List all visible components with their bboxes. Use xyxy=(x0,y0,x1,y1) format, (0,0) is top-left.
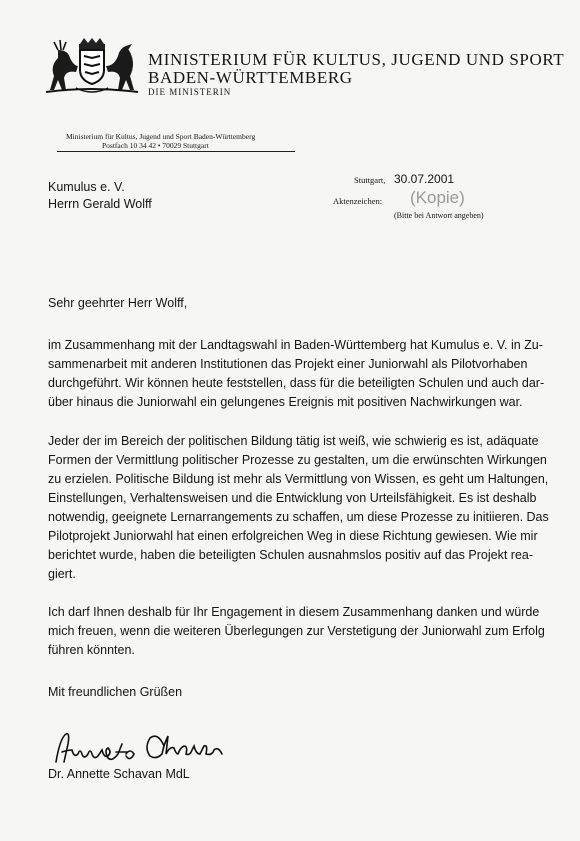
reference-label: Aktenzeichen: xyxy=(333,196,383,206)
paragraph-line: Ich darf Ihnen deshalb für Ihr Engagement in diesem Zusammenhang danken und würde xyxy=(48,605,540,619)
paragraph-line: berichtet wurde, haben die beteiligten Schulen ausnahmslos positiv auf das Projekt rea- xyxy=(48,548,534,562)
paragraph-line: führen könnten. xyxy=(48,643,135,657)
paragraph-line: giert. xyxy=(48,567,76,581)
place-label: Stuttgart, xyxy=(354,175,386,185)
body-paragraph-3 xyxy=(48,603,548,660)
sender-address-line-1: Ministerium für Kultus, Jugend und Sport Baden-Württemberg xyxy=(66,132,256,141)
paragraph-line: Pilotprojekt Juniorwahl hat einen erfolgreichen Weg in diese Richtung gewiesen. Wie mir xyxy=(48,529,538,543)
reference-hint: (Bitte bei Antwort angeben) xyxy=(394,211,484,220)
letter-date: 30.07.2001 xyxy=(394,172,455,186)
paragraph-line: im Zusammenhang mit der Landtagswahl in Baden-Württemberg hat Kumulus e. V. in Zu- xyxy=(48,338,543,352)
paragraph-line: mich freuen, wenn die weiteren Überlegungen zur Verstetigung der Juniorwahl zum Erfolg xyxy=(48,624,545,638)
ministry-name: MINISTERIUM FÜR KULTUS, JUGEND UND SPORT xyxy=(148,50,565,69)
sender-address-line-2: Postfach 10 34 42 • 70029 Stuttgart xyxy=(102,141,209,150)
paragraph-line: sammenarbeit mit anderen Institutionen das Projekt einer Juniorwahl als Pilotvorhaben xyxy=(48,357,528,371)
coat-of-arms-icon xyxy=(40,36,140,98)
recipient-name: Herrn Gerald Wolff xyxy=(48,197,152,211)
paragraph-line: notwendig, geeignete Lernarrangements zu schaffen, um diese Prozesse zu initiieren. Das xyxy=(48,510,549,524)
state-name: BADEN-WÜRTTEMBERG xyxy=(148,68,353,87)
salutation: Sehr geehrter Herr Wolff, xyxy=(48,296,188,310)
reference-stamp: (Kopie) xyxy=(410,188,465,207)
paragraph-line: Jeder der im Bereich der politischen Bildung tätig ist weiß, wie schwierig es ist, adäquate xyxy=(48,434,539,448)
paragraph-line: über hinaus die Juniorwahl ein gelungenes Ereignis mit positiven Nachwirkungen war. xyxy=(48,395,523,409)
handwritten-signature-icon xyxy=(46,724,236,770)
sender-divider xyxy=(57,151,295,152)
body-paragraph-1 xyxy=(48,336,548,412)
body-paragraph-2 xyxy=(48,432,548,584)
signer-name: Dr. Annette Schavan MdL xyxy=(48,767,190,781)
paragraph-line: durchgeführt. Wir können heute feststellen, dass für die beteiligten Schulen und auch dar- xyxy=(48,376,545,390)
office-title: DIE MINISTERIN xyxy=(148,87,232,97)
paragraph-line: zu erzielen. Politische Bildung ist mehr als Vermittlung von Wissen, es geht um Haltungen, xyxy=(48,472,549,486)
closing: Mit freundlichen Grüßen xyxy=(48,685,183,699)
paragraph-line: Formen der Vermittlung politischer Prozesse zu gestalten, um die erwünschten Wirkungen xyxy=(48,453,547,467)
paragraph-line: Einstellungen, Verhaltensweisen und die Entwicklung von Urteilsfähigkeit. Es ist deshalb xyxy=(48,491,537,505)
recipient-organization: Kumulus e. V. xyxy=(48,180,125,194)
